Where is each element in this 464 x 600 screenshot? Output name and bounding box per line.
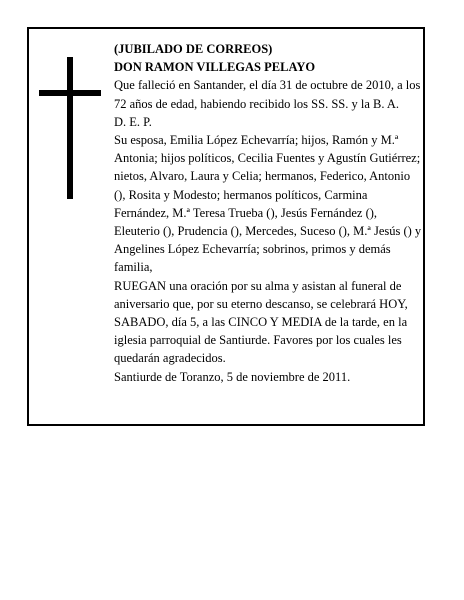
- cross-horizontal-bar: [39, 90, 101, 96]
- funeral-request: RUEGAN una oración por su alma y asistan al funeral de aniversario que, por su eterno descanso, se celebrará HOY, SABADO, día 5, a las CINCO Y MEDIA de la tarde, en la iglesia parroquial de Santiurde. Favores por los cuales les quedarán agradecidos.: [114, 278, 408, 366]
- deceased-name: DON RAMON VILLEGAS PELAYO: [114, 60, 316, 75]
- obituary-notice: [27, 27, 425, 426]
- notice-header: (JUBILADO DE CORREOS): [114, 42, 273, 56]
- cross-vertical-bar: [67, 57, 73, 199]
- cross-icon: [39, 57, 101, 199]
- rip-line: D. E. P.: [114, 114, 152, 129]
- notice-text: [114, 40, 422, 386]
- death-info: Que falleció en Santander, el día 31 de octubre de 2010, a los 72 años de edad, habiendo recibido los SS. SS. y la B. A.: [114, 78, 421, 111]
- family-list: Su esposa, Emilia López Echevarría; hijos, Ramón y M.ª Antonia; hijos políticos, Cecilia Fuentes y Agustín Gutiérrez; nietos, Alvaro, Laura y Celia; hermanos, Federico, Antonio (), Rosita y Modesto; hermanos políticos, Carmina Fernández, M.ª Teresa Trueba (), Jesús Fernández (), Eleuterio (), Prudencia (), Mercedes, Suceso (), M.ª Jesús () y Angelines López Echevarría; sobrinos, primos y demás familia,: [114, 133, 422, 275]
- place-date: Santiurde de Toranzo, 5 de noviembre de 2011.: [114, 369, 351, 384]
